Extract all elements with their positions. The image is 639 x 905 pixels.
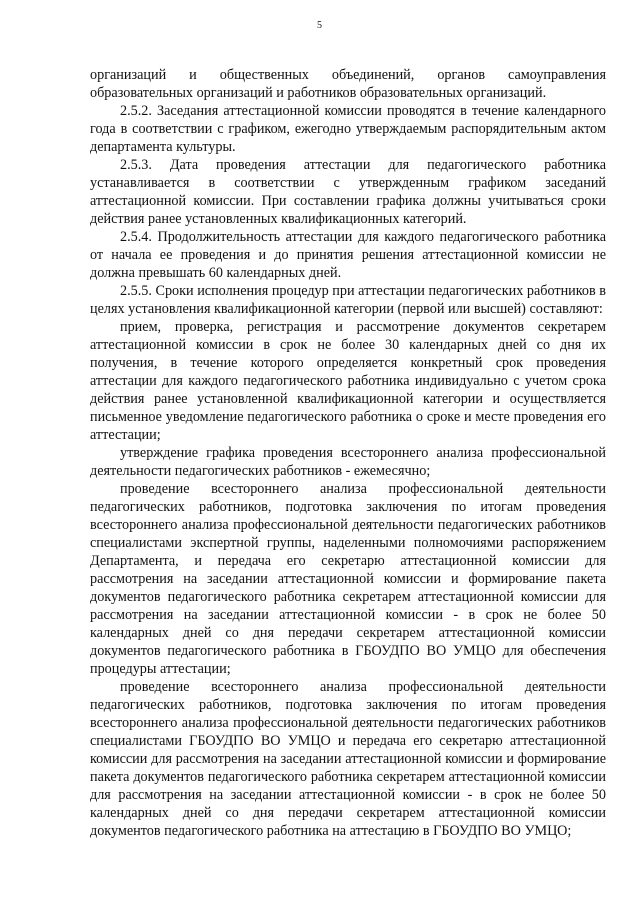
paragraph: 2.5.5. Сроки исполнения процедур при аттестации педагогических работников в целях установления квалификационной категории (первой или высшей) составляют: bbox=[90, 283, 606, 317]
paragraph: прием, проверка, регистрация и рассмотрение документов секретарем аттестационной комиссии в срок не более 30 календарных дней со дня их получения, в течение которого определяется конкретный срок проведения аттестации для каждого педагогического работника индивидуально с учетом срока действия ранее установленной квалификационной категории и осуществляется письменное уведомление педагогического работника о сроке и месте проведения его аттестации; bbox=[90, 319, 606, 443]
paragraph: проведение всестороннего анализа профессиональной деятельности педагогических работников, подготовка заключения по итогам проведения всестороннего анализа профессиональной деятельности педагогических работников специалистами ГБОУДПО ВО УМЦО и передача его секретарю аттестационной комиссии для рассмотрения на заседании аттестационной комиссии и формирование пакета документов педагогического работника секретарем аттестационной комиссии для рассмотрения на заседании аттестационной комиссии - в срок не более 50 календарных дней со дня передачи секретарем аттестационной комиссии документов педагогического работника на аттестацию в ГБОУДПО ВО УМЦО; bbox=[90, 679, 606, 839]
paragraph: утверждение графика проведения всестороннего анализа профессиональной деятельности педагогических работников - ежемесячно; bbox=[90, 445, 606, 479]
paragraph: организаций и общественных объединений, органов самоуправления образовательных организаций и работников образовательных организаций. bbox=[90, 67, 606, 101]
page-number: 5 bbox=[317, 20, 322, 31]
paragraph: 2.5.4. Продолжительность аттестации для каждого педагогического работника от начала ее проведения и до принятия решения аттестационной комиссии не должна превышать 60 календарных дней. bbox=[90, 229, 606, 281]
paragraph: 2.5.3. Дата проведения аттестации для педагогического работника устанавливается в соответствии с утвержденным графиком заседаний аттестационной комиссии. При составлении графика должны учитываться сроки действия ранее установленных квалификационных категорий. bbox=[90, 157, 606, 227]
paragraph: 2.5.2. Заседания аттестационной комиссии проводятся в течение календарного года в соответствии с графиком, ежегодно утверждаемым распорядительным актом департамента культуры. bbox=[90, 103, 606, 155]
paragraph: проведение всестороннего анализа профессиональной деятельности педагогических работников, подготовка заключения по итогам проведения всестороннего анализа профессиональной деятельности педагогических работников специалистами экспертной группы, наделенными полномочиями распоряжением Департамента, и передача его секретарю аттестационной комиссии для рассмотрения на заседании аттестационной комиссии и формирование пакета документов педагогического работника секретарем аттестационной комиссии для рассмотрения на заседании аттестационной комиссии - в срок не более 50 календарных дней со дня передачи секретарем аттестационной комиссии документов педагогического работника в ГБОУДПО ВО УМЦО для обеспечения процедуры аттестации; bbox=[90, 481, 606, 677]
document-body bbox=[90, 66, 606, 840]
